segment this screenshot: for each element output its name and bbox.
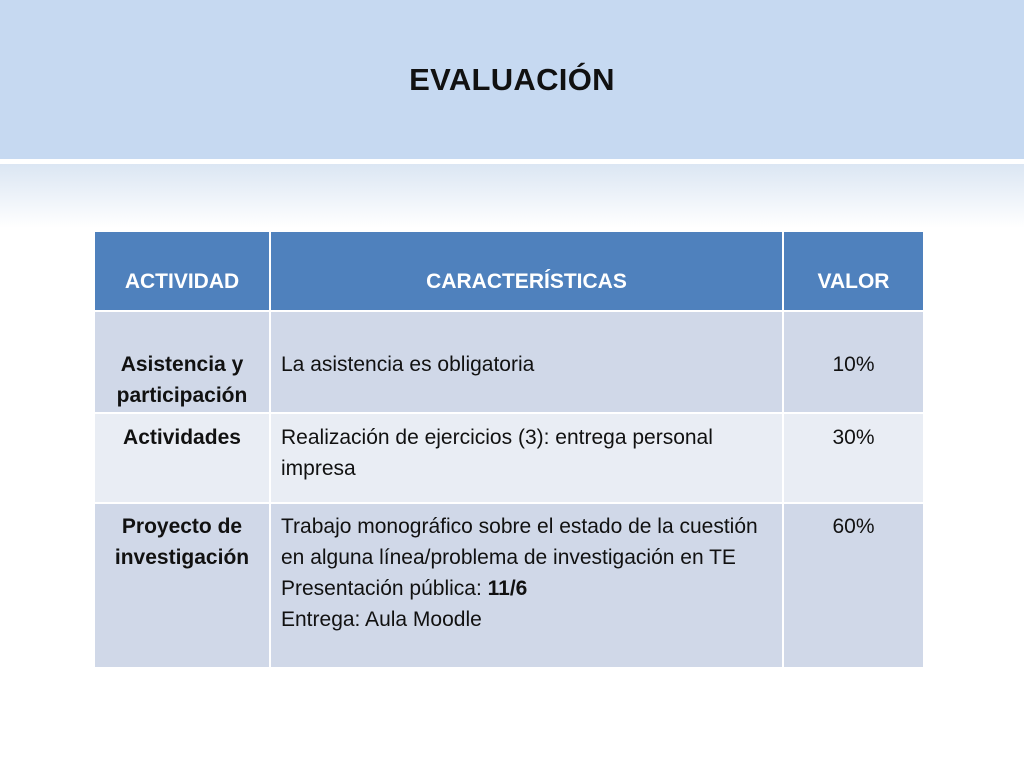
description-cell — [270, 413, 783, 503]
evaluation-table — [93, 230, 925, 669]
activity-text: Proyecto de — [121, 515, 243, 538]
table-row — [94, 413, 924, 503]
header-characteristics: CARACTERÍSTICAS — [270, 231, 783, 311]
description-text: Realización de ejercicios (3): entrega personal impresa — [281, 426, 713, 480]
table-header-row — [94, 231, 924, 311]
activity-text: participación — [116, 384, 248, 407]
header-activity: ACTIVIDAD — [94, 231, 270, 311]
value-text: 60% — [832, 515, 875, 538]
activity-text: Actividades — [123, 426, 241, 449]
activity-text: Asistencia y — [120, 353, 244, 376]
description-cell — [270, 311, 783, 413]
value-cell — [783, 413, 924, 503]
delivery-text: Entrega: Aula Moodle — [281, 608, 482, 631]
slide-title: EVALUACIÓN — [409, 62, 615, 97]
activity-cell — [94, 413, 270, 503]
description-cell — [270, 503, 783, 668]
activity-cell — [94, 311, 270, 413]
table-row — [94, 503, 924, 668]
presentation-line — [281, 573, 774, 604]
table-row — [94, 311, 924, 413]
activity-text: investigación — [114, 546, 250, 569]
value-text: 10% — [832, 353, 875, 376]
value-cell — [783, 311, 924, 413]
description-text: La asistencia es obligatoria — [281, 353, 535, 376]
gradient-band — [0, 164, 1024, 228]
value-text: 30% — [832, 426, 875, 449]
presentation-label: Presentación pública: — [281, 577, 488, 600]
activity-cell — [94, 503, 270, 668]
header-value: VALOR — [783, 231, 924, 311]
value-cell — [783, 503, 924, 668]
presentation-date: 11/6 — [487, 577, 528, 600]
description-text: Trabajo monográfico sobre el estado de la cuestión en alguna línea/problema de investigación en TE — [281, 515, 758, 569]
